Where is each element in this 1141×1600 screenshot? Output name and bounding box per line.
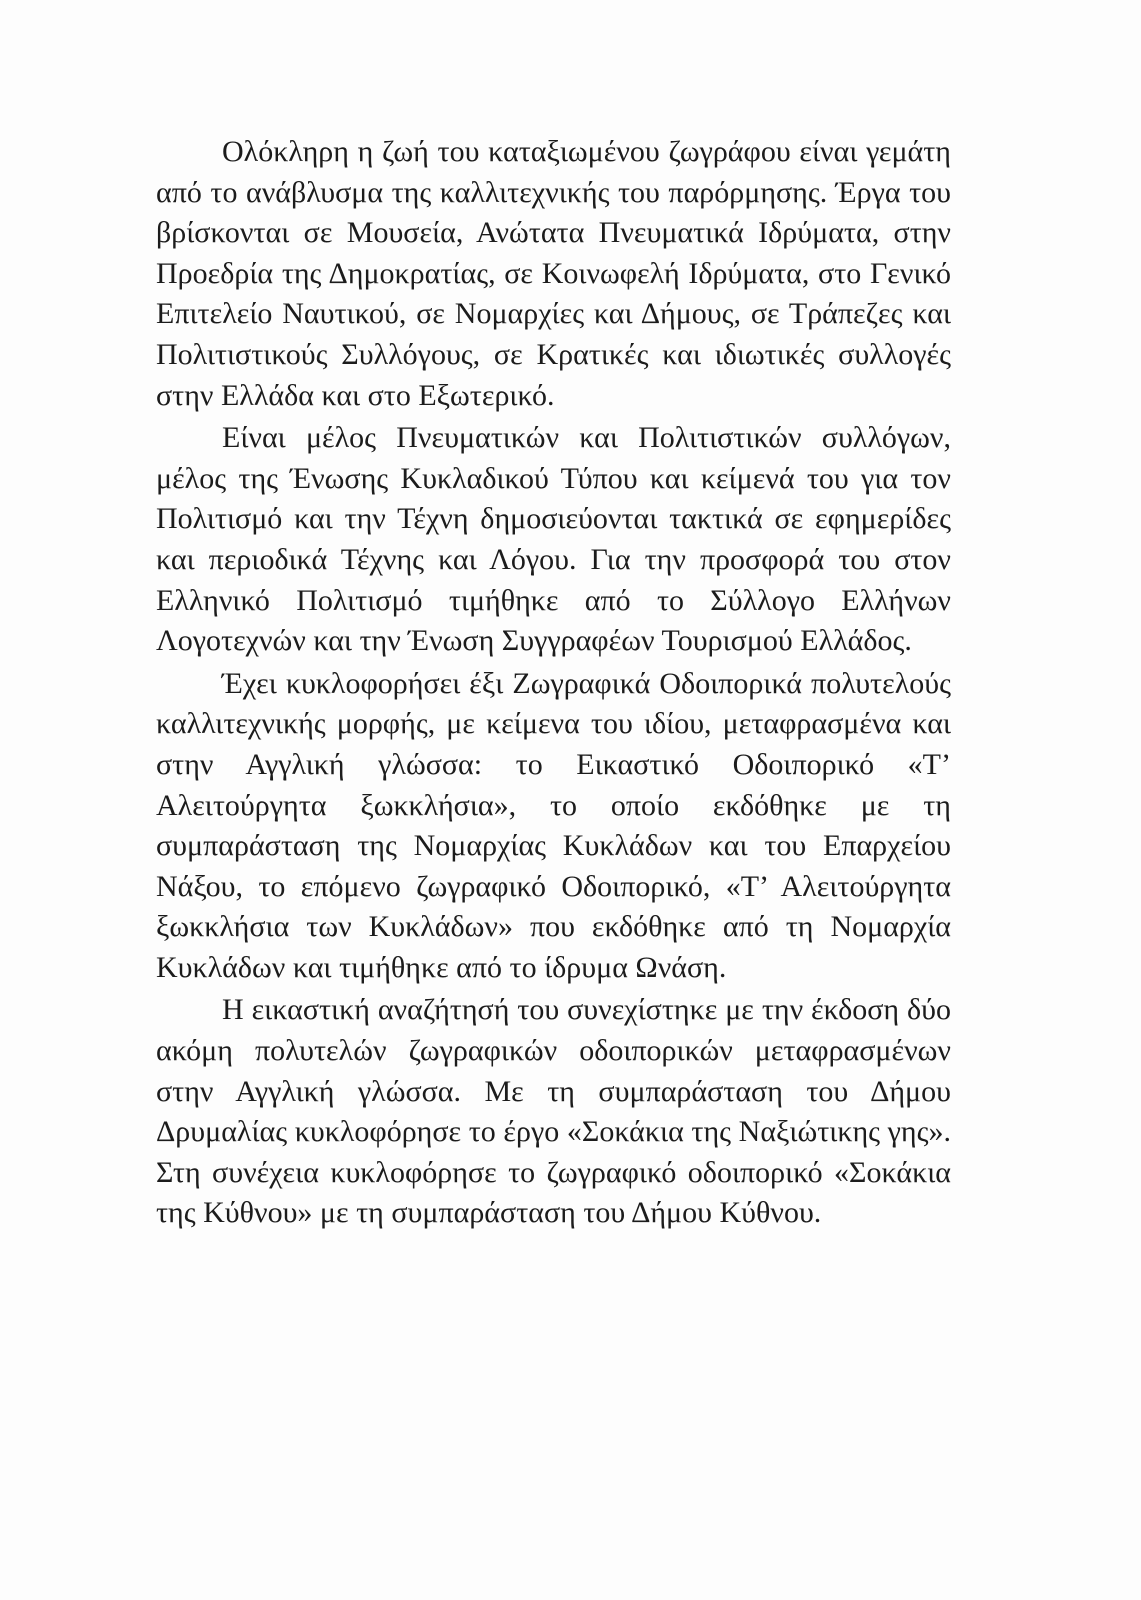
body-text	[156, 132, 951, 1236]
paragraph-1: Ολόκληρη η ζωή του καταξιωμένου ζωγράφου είναι γεμάτη από το ανάβλυσμα της καλλιτεχνικής του παρόρμησης. Έργα του βρίσκονται σε Μουσεία, Ανώτατα Πνευματικά Ιδρύματα, στην Προεδρία της Δημοκρατίας, σε Κοινωφελή Ιδρύματα, στο Γενικό Επιτελείο Ναυτικού, σε Νομαρχίες και Δήμους, σε Τράπεζες και Πολιτιστικούς Συλλόγους, σε Κρατικές και ιδιωτικές συλλογές στην Ελλάδα και στο Εξωτερικό.	[156, 135, 951, 412]
paragraph-4: Η εικαστική αναζήτησή του συνεχίστηκε με την έκδοση δύο ακόμη πολυτελών ζωγραφικών οδοιπορικών μεταφρασμένων στην Αγγλική γλώσσα. Με τη συμπαράσταση του Δήμου Δρυμαλίας κυκλοφόρησε το έργο «Σοκάκια της Ναξιώτικης γης». Στη συνέχεια κυκλοφόρησε το ζωγραφικό οδοιπορικό «Σοκάκια της Κύθνου» με τη συμπαράσταση του Δήμου Κύθνου.	[156, 993, 951, 1230]
paragraph-2: Είναι μέλος Πνευματικών και Πολιτιστικών συλλόγων, μέλος της Ένωσης Κυκλαδικού Τύπου και κείμενά του για τον Πολιτισμό και την Τέχνη δημοσιεύονται τακτικά σε εφημερίδες και περιοδικά Τέχνης και Λόγου. Για την προσφορά του στον Ελληνικό Πολιτισμό τιμήθηκε από το Σύλλογο Ελλήνων Λογοτεχνών και την Ένωση Συγγραφέων Τουρισμού Ελλάδος.	[156, 421, 951, 658]
paragraph-3: Έχει κυκλοφορήσει έξι Ζωγραφικά Οδοιπορικά πολυτελούς καλλιτεχνικής μορφής, με κείμενα του ιδίου, μεταφρασμένα και στην Αγγλική γλώσσα: το Εικαστικό Οδοιπορικό «Τ’ Αλειτούργητα ξωκκλήσια», το οποίο εκδόθηκε με τη συμπαράσταση της Νομαρχίας Κυκλάδων και του Επαρχείου Νάξου, το επόμενο ζωγραφικό Οδοιπορικό, «Τ’ Αλειτούργητα ξωκκλήσια των Κυκλάδων» που εκδόθηκε από τη Νομαρχία Κυκλάδων και τιμήθηκε από το ίδρυμα Ωνάση.	[156, 666, 951, 984]
